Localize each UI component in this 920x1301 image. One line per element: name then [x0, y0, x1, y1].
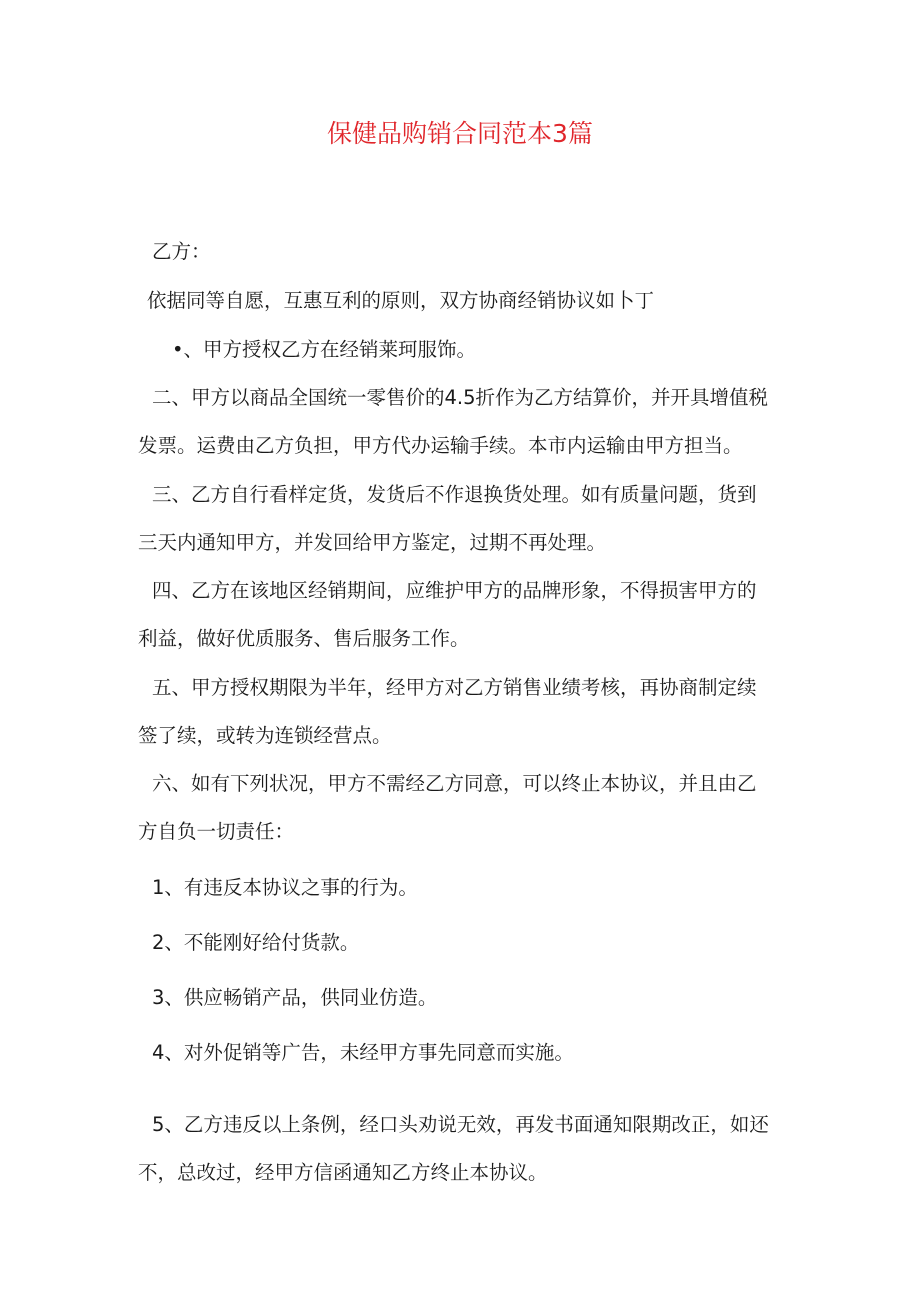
- intro-paragraph: 依据同等自愿，互惠互利的原则，双方协商经销协议如卜丁: [147, 289, 655, 312]
- clause-4-line-2: 利益，做好优质服务、售后服务工作。: [138, 627, 470, 650]
- clause-4-line-1: 四、乙方在该地区经销期间，应维护甲方的品牌形象，不得损害甲方的: [152, 579, 757, 602]
- item-4: 4、对外促销等广告，未经甲方事先同意而实施。: [152, 1041, 574, 1064]
- item-2: 2、不能刚好给付货款。: [152, 931, 360, 954]
- clause-6-line-2: 方自负一切责任：: [138, 820, 295, 843]
- clause-2-line-2: 发票。运费由乙方负担，甲方代办运输手续。本市内运输由甲方担当。: [138, 434, 743, 457]
- clause-5-line-2: 签了续，或转为连锁经营点。: [138, 724, 392, 747]
- clause-2-line-1: 二、甲方以商品全国统一零售价的4.5折作为乙方结算价，并开具增值税: [152, 386, 769, 409]
- clause-1: •、甲方授权乙方在经销莱珂服饰。: [172, 338, 477, 361]
- item-1: 1、有违反本协议之事的行为。: [152, 876, 418, 899]
- document-title: 保健品购销合同范本3篇: [327, 119, 593, 148]
- item-5-line-2: 不，总改过，经甲方信函通知乙方终止本协议。: [138, 1161, 548, 1184]
- clause-3-line-1: 三、乙方自行看样定货，发货后不作退换货处理。如有质量问题，货到: [152, 483, 757, 506]
- item-3: 3、供应畅销产品，供同业仿造。: [152, 986, 438, 1009]
- party-b-label: 乙方：: [152, 240, 211, 263]
- clause-3-line-2: 三天内通知甲方，并发回给甲方鉴定，过期不再处理。: [138, 531, 607, 554]
- item-5-line-1: 5、乙方违反以上条例，经口头劝说无效，再发书面通知限期改正，如还: [152, 1113, 769, 1136]
- clause-6-line-1: 六、如有下列状况，甲方不需经乙方同意，可以终止本协议，并且由乙: [152, 772, 757, 795]
- clause-5-line-1: 五、甲方授权期限为半年，经甲方对乙方销售业绩考核，再协商制定续: [152, 676, 757, 699]
